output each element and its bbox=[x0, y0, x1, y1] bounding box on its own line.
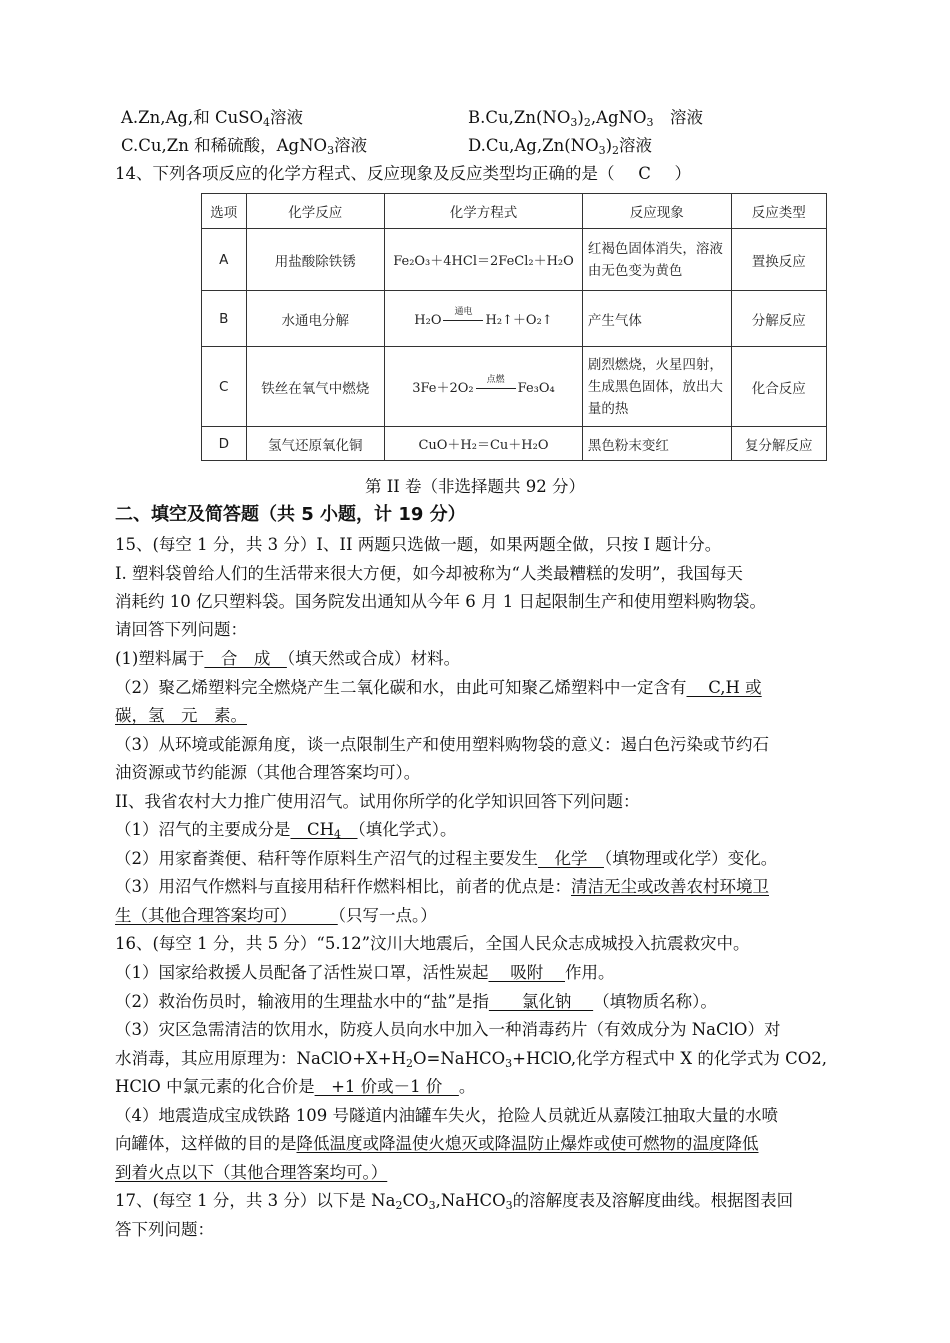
q16-item-3: （3）灾区急需清洁的饮用水，防疫人员向水中加入一种消毒药片（有效成分为 NaClO）对 bbox=[115, 1020, 781, 1039]
q13-option-c: C.Cu,Zn 和稀硫酸，AgNO$_3$溶液 bbox=[121, 136, 368, 157]
q15-item-3-cont: 油资源或节约能源（其他合理答案均可）。 bbox=[115, 763, 421, 782]
q15-paragraph: I. 塑料袋曾给人们的生活带来很大方便，如今却被称为“人类最糟糕的发明”，我国每天 bbox=[115, 564, 743, 583]
table-cell: 红褐色固体消失，溶液由无色变为黄色 bbox=[582, 229, 731, 291]
table-cell: 铁丝在氧气中燃烧 bbox=[246, 347, 385, 427]
q16-item-2: （2）救治伤员时，输液用的生理盐水中的“盐”是指 氯化钠 （填物质名称）。 bbox=[115, 992, 717, 1011]
answer-blank: $CH_4$ bbox=[290, 820, 342, 841]
q15-intro: 15、(每空 1 分，共 3 分）I、II 两题只选做一题，如果两题全做，只按 I 题计分。 bbox=[115, 535, 722, 554]
q15-item-2-cont bbox=[115, 705, 247, 727]
table-cell: H₂O 通电 H₂↑＋O₂↑ bbox=[385, 291, 583, 347]
table-cell: 剧烈燃烧，火星四射，生成黑色固体，放出大量的热 bbox=[582, 347, 731, 427]
answer-blank: 清洁无尘或改善农村环境卫 bbox=[571, 877, 769, 896]
q16-item-3-cont: 水消毒，其应用原理为：$NaClO+X+H_2O=NaHCO_3+HClO$,化学方程式中 X 的化学式为 CO2, bbox=[115, 1049, 827, 1070]
table-cell: C bbox=[202, 347, 247, 427]
table-cell: 化合反应 bbox=[731, 347, 827, 427]
q15-ii-intro: II、我省农村大力推广使用沼气。试用你所学的化学知识回答下列问题： bbox=[115, 792, 640, 811]
table-row bbox=[202, 347, 827, 427]
table-cell: B bbox=[202, 291, 247, 347]
answer-blank: 生（其他合理答案均可） bbox=[115, 906, 338, 925]
answer-blank: +1 价或－1 价 bbox=[314, 1077, 459, 1096]
volume-title: 第 II 卷（非选择题共 92 分） bbox=[364, 477, 585, 496]
q16-item-4-cont: 向罐体，这样做的目的是降低温度或降温使火熄灭或降温防止爆炸或使可燃物的温度降低 bbox=[115, 1134, 759, 1153]
q16-item-1: （1）国家给救援人员配备了活性炭口罩，活性炭起 吸附 作用。 bbox=[115, 963, 615, 982]
q16-item-4-cont bbox=[115, 1162, 387, 1184]
table-cell: D bbox=[202, 427, 247, 461]
answer-blank: 合 成 bbox=[204, 649, 287, 668]
answer-blank: 氯化钠 bbox=[488, 992, 594, 1011]
table-cell: 用盐酸除铁锈 bbox=[246, 229, 385, 291]
table-cell: 分解反应 bbox=[731, 291, 827, 347]
answer-blank: 降低温度或降温使火熄灭或降温防止爆炸或使可燃物的温度降低 bbox=[296, 1134, 759, 1153]
answer-blank: 碳，氢 元 素。 bbox=[115, 706, 247, 725]
table-cell: CuO＋H₂＝Cu＋H₂O bbox=[385, 427, 583, 461]
q14-answer: C bbox=[638, 164, 651, 183]
q15-item-3: （3）从环境或能源角度，谈一点限制生产和使用塑料购物袋的意义：遏白色污染或节约石 bbox=[115, 735, 769, 754]
q16-item-3-cont: HClO 中氯元素的化合价是 +1 价或－1 价 。 bbox=[115, 1077, 476, 1096]
q16-intro: 16、(每空 1 分，共 5 分）“5.12”汶川大地震后，全国人民众志成城投入抗震救灾中。 bbox=[115, 934, 750, 953]
q17-intro-cont: 答下列问题： bbox=[115, 1220, 214, 1239]
answer-blank: 吸附 bbox=[488, 963, 565, 982]
table-cell: 水通电分解 bbox=[246, 291, 385, 347]
table-header: 化学反应 bbox=[246, 194, 385, 229]
q17-intro: 17、(每空 1 分，共 3 分）以下是 $Na_2CO_3,NaHCO_3$的溶解度表及溶解度曲线。根据图表回 bbox=[115, 1191, 794, 1212]
table-row bbox=[202, 427, 827, 461]
reaction-table bbox=[201, 193, 827, 461]
table-row bbox=[202, 291, 827, 347]
table-header: 反应现象 bbox=[582, 194, 731, 229]
q15-item-1: (1)塑料属于 合 成 （填天然或合成）材料。 bbox=[115, 649, 461, 668]
answer-blank: 到着火点以下（其他合理答案均可。） bbox=[115, 1163, 388, 1182]
table-cell: 产生气体 bbox=[582, 291, 731, 347]
q14-stem: 14、下列各项反应的化学方程式、反应现象及反应类型均正确的是（ C ） bbox=[115, 164, 691, 183]
table-cell: 3Fe＋2O₂ 点燃 Fe₃O₄ bbox=[385, 347, 583, 427]
table-cell: A bbox=[202, 229, 247, 291]
q15-ii-item-3: （3）用沼气作燃料与直接用秸秆作燃料相比，前者的优点是：清洁无尘或改善农村环境卫 bbox=[115, 877, 769, 896]
q16-item-4: （4）地震造成宝成铁路 109 号隧道内油罐车失火，抢险人员就近从嘉陵江抽取大量的水喷 bbox=[115, 1106, 778, 1125]
table-header: 选项 bbox=[202, 194, 247, 229]
q15-ii-item-1: （1）沼气的主要成分是 $CH_4$ （填化学式）。 bbox=[115, 820, 457, 841]
table-header-row bbox=[202, 194, 827, 229]
q13-option-a: A.Zn,Ag,和 CuSO$_4$溶液 bbox=[121, 108, 304, 129]
table-cell: 复分解反应 bbox=[731, 427, 827, 461]
q15-paragraph: 消耗约 10 亿只塑料袋。国务院发出通知从今年 6 月 1 日起限制生产和使用塑料购物袋。 bbox=[115, 592, 766, 611]
q15-ii-item-2: （2）用家畜粪便、秸秆等作原料生产沼气的过程主要发生 化学 （填物理或化学）变化。 bbox=[115, 849, 778, 868]
answer-blank: 化学 bbox=[538, 849, 604, 868]
table-cell: Fe₂O₃＋4HCl＝2FeCl₂＋H₂O bbox=[385, 229, 583, 291]
table-cell: 黑色粉末变红 bbox=[582, 427, 731, 461]
q15-paragraph: 请回答下列问题： bbox=[115, 620, 247, 639]
table-cell: 置换反应 bbox=[731, 229, 827, 291]
table-cell: 氢气还原氧化铜 bbox=[246, 427, 385, 461]
q13-option-b: $B.Cu,Zn(NO_3)_2,AgNO_3$ 溶液 bbox=[468, 108, 703, 129]
table-header: 反应类型 bbox=[731, 194, 827, 229]
answer-blank: C,H 或 bbox=[686, 678, 762, 697]
q15-ii-item-3-cont: 生（其他合理答案均可） （只写一点。） bbox=[115, 906, 437, 925]
q13-option-d: $D.Cu,Ag,Zn(NO_3)_2$溶液 bbox=[468, 136, 653, 157]
table-row bbox=[202, 229, 827, 291]
q15-item-2: （2）聚乙烯塑料完全燃烧产生二氧化碳和水，由此可知聚乙烯塑料中一定含有 C,H 或 bbox=[115, 678, 762, 697]
section-title: 二、填空及简答题（共 5 小题，计 19 分） bbox=[115, 504, 466, 525]
table-header: 化学方程式 bbox=[385, 194, 583, 229]
